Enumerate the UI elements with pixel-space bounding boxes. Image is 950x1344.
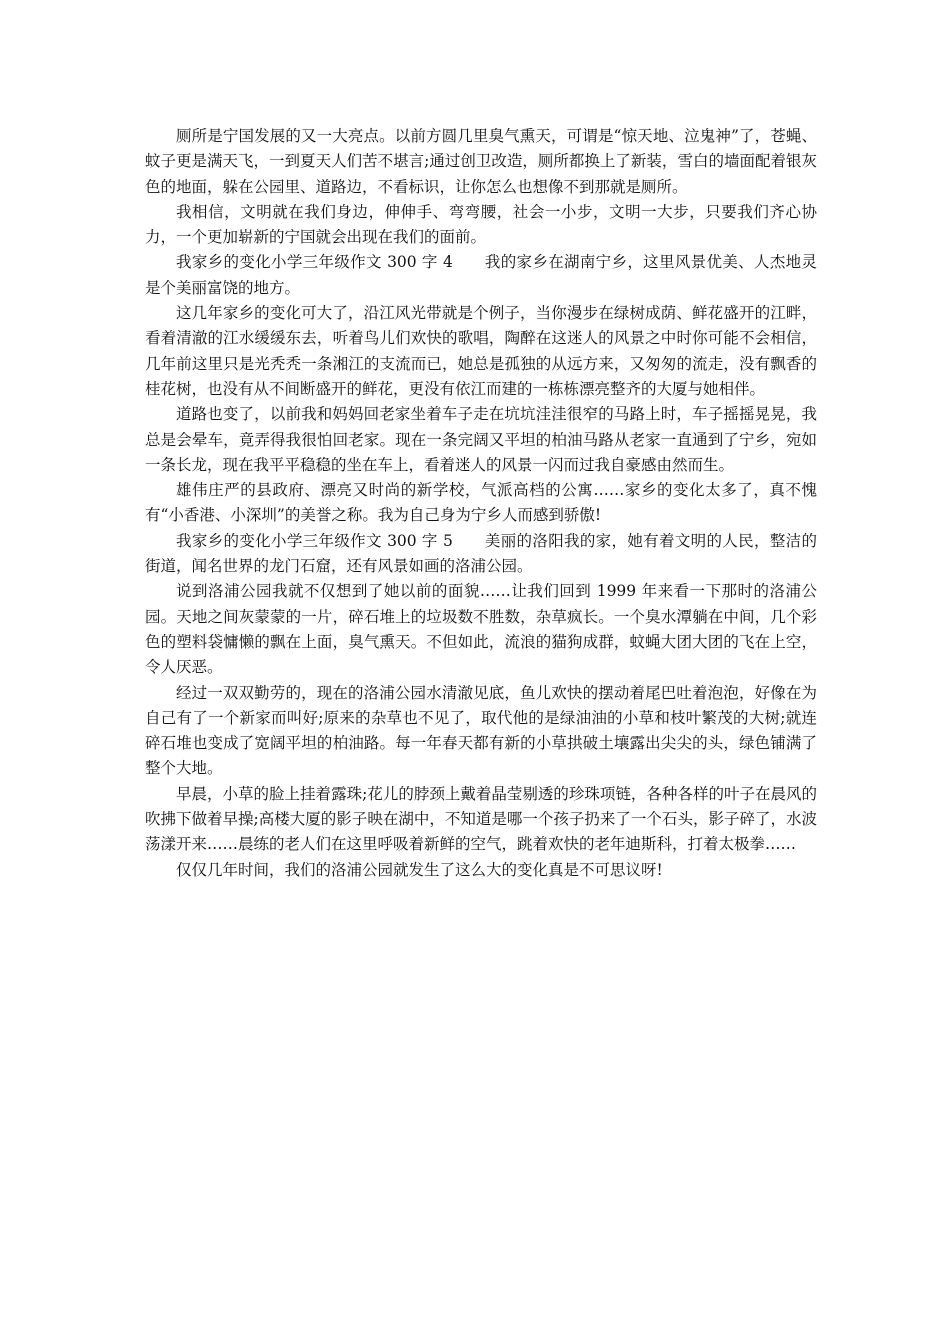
paragraph-9: 经过一双双勤劳的，现在的洛浦公园水清澈见底，鱼儿欢快的摆动着尾巴吐着泡泡，好像在为自己有了一个新家而叫好;原来的杂草也不见了，取代他的是绿油油的小草和枝叶繁茂的大树;就连碎石堆也变成了宽阔平坦的柏油路。每一年春天都有新的小草拱破土壤露出尖尖的头，绿色铺满了整个大地。: [145, 683, 817, 778]
paragraph-11: 仅仅几年时间，我们的洛浦公园就发生了这么大的变化真是不可思议呀!: [176, 860, 663, 879]
paragraph-1: 厕所是宁国发展的又一大亮点。以前方圆几里臭气熏天，可谓是“惊天地、泣鬼神”了，苍蝇、蚊子更是满天飞，一到夏天人们苦不堪言;通过创卫改造，厕所都换上了新装，雪白的墙面配着银灰色的地面，躲在公园里、道路边，不看标识，让你怎么也想像不到那就是厕所。: [145, 127, 817, 196]
paragraph-7: 我家乡的变化小学三年级作文 300 字 5 美丽的洛阳我的家，她有着文明的人民，整洁的街道，闻名世界的龙门石窟，还有风景如画的洛浦公园。: [145, 531, 817, 576]
paragraph-3: 我家乡的变化小学三年级作文 300 字 4 我的家乡在湖南宁乡，这里风景优美、人杰地灵是个美丽富饶的地方。: [145, 253, 817, 297]
paragraph-4: 这几年家乡的变化可大了，沿江风光带就是个例子，当你漫步在绿树成荫、鲜花盛开的江畔，看着清澈的江水缓缓东去，听着鸟儿们欢快的歌唱，陶醉在这迷人的风景之中时你可能不会相信，几年前这里只是光秃秃一条湘江的支流而已，她总是孤独的从远方来，又匆匆的流走，没有飘香的桂花树，也没有从不间断盛开的鲜花，更没有依江而建的一栋栋漂亮整齐的大厦与她相伴。: [145, 304, 817, 398]
paragraph-2: 我相信，文明就在我们身边，伸伸手、弯弯腰，社会一小步，文明一大步，只要我们齐心协力，一个更加崭新的宁国就会出现在我们的面前。: [145, 202, 817, 247]
paragraph-8: 说到洛浦公园我就不仅想到了她以前的面貌……让我们回到 1999 年来看一下那时的洛浦公园。天地之间灰蒙蒙的一片，碎石堆上的垃圾数不胜数，杂草疯长。一个臭水潭躺在中间，几个彩色的塑料袋慵懒的飘在上面，臭气熏天。不但如此，流浪的猫狗成群，蚊蝇大团大团的飞在上空，令人厌恶。: [145, 582, 817, 677]
paragraph-10: 早晨，小草的脸上挂着露珠;花儿的脖颈上戴着晶莹剔透的珍珠项链，各种各样的叶子在晨风的吹拂下做着早操;高楼大厦的影子映在湖中，不知道是哪一个孩子扔来了一个石头，影子碎了，水波荡漾开来……晨练的老人们在这里呼吸着新鲜的空气，跳着欢快的老年迪斯科，打着太极拳……: [145, 784, 817, 854]
paragraph-6: 雄伟庄严的县政府、漂亮又时尚的新学校，气派高档的公寓……家乡的变化太多了，真不愧有“小香港、小深圳”的美誉之称。我为自己身为宁乡人而感到骄傲!: [145, 481, 817, 525]
paragraph-5: 道路也变了，以前我和妈妈回老家坐着车子走在坑坑洼洼很窄的马路上时，车子摇摇晃晃，我总是会晕车，竟弄得我很怕回老家。现在一条完阔又平坦的柏油马路从老家一直通到了宁乡，宛如一条长龙，现在我平平稳稳的坐在车上，看着迷人的风景一闪而过我自豪感由然而生。: [145, 405, 817, 474]
document-page: [145, 124, 817, 883]
